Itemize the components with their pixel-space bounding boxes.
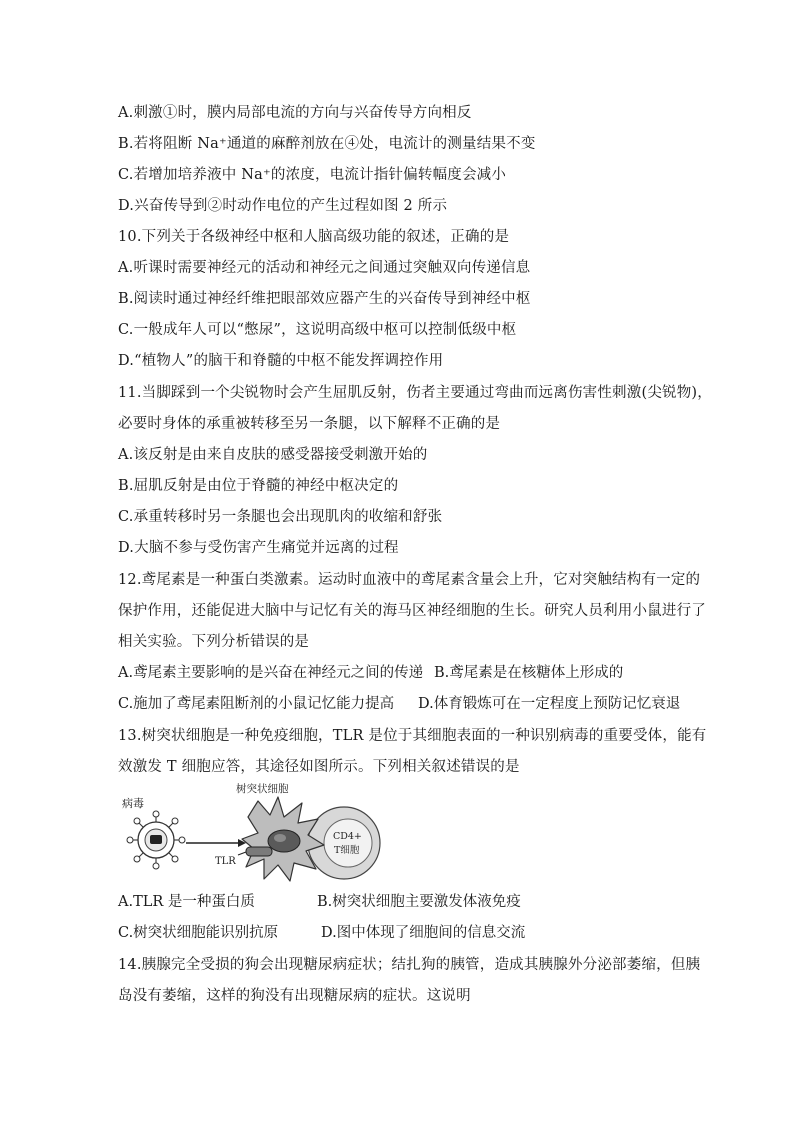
q11-option-a: A.该反射是由来自皮肤的感受器接受刺激开始的 [118, 447, 428, 463]
q11-option-c: C.承重转移时另一条腿也会出现肌肉的收缩和舒张 [118, 509, 443, 525]
q12-option-b: B.鸢尾素是在核糖体上形成的 [434, 665, 624, 681]
q10-option-d: D.“植物人”的脑干和脊髓的中枢不能发挥调控作用 [118, 353, 444, 369]
virus-icon [127, 811, 185, 869]
q9-option-b: B.若将阻断 Na⁺通道的麻醉剂放在④处，电流计的测量结果不变 [118, 136, 536, 152]
q12-stem-line-3: 相关实验。下列分析错误的是 [118, 634, 310, 650]
dendritic-cell-icon [242, 797, 324, 881]
q10-stem: 10.下列关于各级神经中枢和人脑高级功能的叙述，正确的是 [118, 229, 510, 245]
q13-option-d: D.图中体现了细胞间的信息交流 [321, 925, 526, 941]
q13-option-a: A.TLR 是一种蛋白质 [118, 894, 255, 910]
q12-option-d: D.体育锻炼可在一定程度上预防记忆衰退 [418, 696, 681, 712]
tlr-receptor-icon [238, 847, 272, 856]
q13-stem-line-1: 13.树突状细胞是一种免疫细胞，TLR 是位于其细胞表面的一种识别病毒的重要受体，能有 [118, 728, 707, 744]
tlr-label: TLR [215, 856, 236, 867]
q9-option-d: D.兴奋传导到②时动作电位的产生过程如图 2 所示 [118, 198, 448, 214]
arrow-icon [186, 839, 246, 847]
q12-stem-line-1: 12.鸢尾素是一种蛋白类激素。运动时血液中的鸢尾素含量会上升，它对突触结构有一定的 [118, 572, 701, 588]
dendritic-cell-label: 树突状细胞 [236, 783, 289, 795]
q11-option-d: D.大脑不参与受伤害产生痛觉并远离的过程 [118, 540, 399, 556]
t-cell-label-line-1: CD4+ [333, 831, 362, 842]
q9-option-a: A.刺激①时，膜内局部电流的方向与兴奋传导方向相反 [118, 105, 472, 121]
q12-option-c: C.施加了鸢尾素阻断剂的小鼠记忆能力提高 [118, 696, 395, 712]
q10-option-c: C.一般成年人可以“憋尿”，这说明高级中枢可以控制低级中枢 [118, 322, 517, 338]
dendritic-cell-figure [118, 783, 390, 885]
q12-option-a: A.鸢尾素主要影响的是兴奋在神经元之间的传递 [118, 665, 424, 681]
q14-stem-line-1: 14.胰腺完全受损的狗会出现糖尿病症状；结扎狗的胰管，造成其胰腺外分泌部萎缩，但胰 [118, 957, 701, 973]
q11-option-b: B.屈肌反射是由位于脊髓的神经中枢决定的 [118, 478, 399, 494]
t-cell-label-line-2: T细胞 [334, 845, 360, 856]
q10-option-a: A.听课时需要神经元的活动和神经元之间通过突触双向传递信息 [118, 260, 531, 276]
q13-option-c: C.树突状细胞能识别抗原 [118, 925, 279, 941]
q11-stem-line-1: 11.当脚踩到一个尖锐物时会产生屈肌反射，伤者主要通过弯曲而远离伤害性刺激(尖锐物)， [118, 385, 712, 401]
q10-option-b: B.阅读时通过神经纤维把眼部效应器产生的兴奋传导到神经中枢 [118, 291, 531, 307]
q13-stem-line-2: 效激发 T 细胞应答，其途径如图所示。下列相关叙述错误的是 [118, 759, 520, 775]
q11-stem-line-2: 必要时身体的承重被转移至另一条腿，以下解释不正确的是 [118, 416, 501, 432]
virus-label: 病毒 [122, 797, 144, 810]
q9-option-c: C.若增加培养液中 Na⁺的浓度，电流计指针偏转幅度会减小 [118, 167, 507, 183]
q12-stem-line-2: 保护作用，还能促进大脑中与记忆有关的海马区神经细胞的生长。研究人员利用小鼠进行了 [118, 603, 706, 619]
q14-stem-line-2: 岛没有萎缩，这样的狗没有出现糖尿病的症状。这说明 [118, 988, 471, 1004]
q13-option-b: B.树突状细胞主要激发体液免疫 [317, 894, 521, 910]
dendritic-cell-diagram [118, 783, 390, 885]
